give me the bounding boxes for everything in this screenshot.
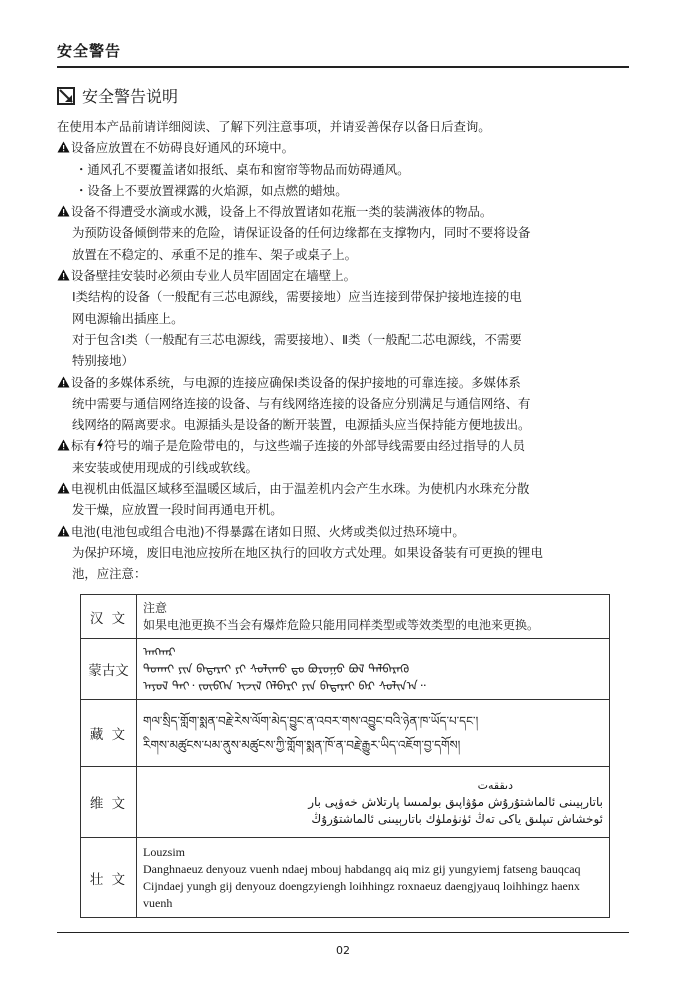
row-label: 汉 文 bbox=[81, 595, 137, 639]
section-heading bbox=[57, 84, 178, 107]
warning-item: 电视机由低温区域移至温暖区域后，由于温差机内会产生水珠。为使机内水珠充分散 bbox=[57, 478, 627, 499]
row-content: ᠠᠩᠬᠠᠷ ᠲᠤᠬᠠᠢ ᠶᠢᠨ ᠪᠠᠲᠠᠷᠠᠢ ᠶᠢ ᠰᠣᠯᠢᠬᠤ ᠳᠤ ᠪᠤᠷᠤᠭᠤ ᠪᠣᠯ ᠳᠡᠯᠪᠡᠷᠡᠬᠦ ᠠᠶᠤᠯ ᠲᠠᠢ᠂ ᠵᠦᠪᠬᠡᠨ ᠢᠵᠢᠯ ᠬᠡᠯᠪᠡᠷᠢ ᠶᠢᠨ ᠪᠠᠲᠠᠷᠠᠢ ᠪᠡᠷ ᠰᠣᠯᠢᠨ᠎ᠠ᠃ bbox=[137, 639, 610, 700]
continuation-text: 统中需要与通信网络连接的设备、与有线网络连接的设备应分别满足与通信网络、有 bbox=[72, 395, 531, 411]
table-row bbox=[81, 767, 610, 838]
row-content: གལ་སྲིད་གློག་སྨན་བརྗེ་རེས་ལོག་མེད་བྱུང་ན་འབར་གས་འབྱུང་བའི་ཉེན་ཁ་ཡོད་པ་དང་། རིགས་མཚུངས་པམ་ནུས་མཚུངས་ཀྱི་གློག་སྨན་ཁོ་ན་བརྗེ་རྒྱུར་ཡིད་འཇོག་བྱ་དགོས། bbox=[137, 700, 610, 767]
row-label: 维 文 bbox=[81, 767, 137, 838]
warning-triangle-icon bbox=[57, 141, 70, 153]
continuation-text: 来安装或使用现成的引线或软线。 bbox=[72, 459, 258, 475]
section-title: 安全警告说明 bbox=[82, 87, 179, 106]
continuation-text: Ⅰ类结构的设备（一般配有三芯电源线，需要接地）应当连接到带保护接地连接的电 bbox=[72, 289, 522, 305]
lightning-bolt-icon bbox=[96, 439, 104, 451]
warning-triangle-icon bbox=[57, 269, 70, 281]
warning-body bbox=[57, 116, 627, 585]
warning-item: 设备应放置在不妨碍良好通风的环境中。 bbox=[57, 137, 627, 158]
continuation-text: 线网络的隔离要求。电源插头是设备的断开装置，电源插头应当保持能方便地拔出。 bbox=[72, 417, 531, 433]
continuation-text: 特别接地） bbox=[72, 353, 134, 369]
continuation-text: 对于包含Ⅰ类（一般配有三芯电源线，需要接地）、Ⅱ类（一般配二芯电源线，不需要 bbox=[72, 331, 522, 347]
row-label: 藏 文 bbox=[81, 700, 137, 767]
warning-item: 电池(电池包或组合电池)不得暴露在诸如日照、火烤或类似过热环境中。 bbox=[57, 521, 627, 542]
continuation-text: 为预防设备倾倒带来的危险，请保证设备的任何边缘都在支撑物内，同时不要将设备 bbox=[72, 225, 531, 241]
header-divider bbox=[57, 66, 629, 68]
note-corner-icon bbox=[57, 87, 75, 105]
page-number: 02 bbox=[336, 944, 350, 957]
row-label: 壮 文 bbox=[81, 838, 137, 918]
bullet-item: ・通风孔不要覆盖诸如报纸、桌布和窗帘等物品而妨碍通风。 bbox=[75, 161, 410, 177]
footer-divider bbox=[57, 932, 629, 933]
warning-item: 设备壁挂安装时必须由专业人员牢固固定在墙壁上。 bbox=[57, 265, 627, 286]
warning-item: 设备的多媒体系统，与电源的连接应确保Ⅰ类设备的保护接地的可靠连接。多媒体系 bbox=[57, 372, 627, 393]
row-content: Louzsim Danghnaeuz denyouz vuenh ndaej mbouj habdangq aiq miz gij yungyiemj fatseng bauqcaq Cijndaej yungh gij denyouz doengzyiengh loihhingz roxnaeuz daengjyauq loihhingz haenx vuenh bbox=[137, 838, 610, 918]
warning-triangle-icon bbox=[57, 376, 70, 388]
warning-triangle-icon bbox=[57, 439, 70, 451]
bullet-item: ・设备上不要放置裸露的火焰源，如点燃的蜡烛。 bbox=[75, 182, 348, 198]
continuation-text: 为保护环境，废旧电池应按所在地区执行的回收方式处理。如果设备装有可更换的锂电 bbox=[72, 544, 543, 560]
header-title: 安全警告 bbox=[57, 42, 122, 60]
table-row bbox=[81, 639, 610, 700]
warning-triangle-icon bbox=[57, 482, 70, 494]
continuation-text: 池，应注意： bbox=[72, 566, 147, 582]
row-content: 注意 如果电池更换不当会有爆炸危险只能用同样类型或等效类型的电池来更换。 bbox=[137, 595, 610, 639]
warning-triangle-icon bbox=[57, 525, 70, 537]
intro-text: 在使用本产品前请详细阅读、了解下列注意事项，并请妥善保存以备日后查询。 bbox=[57, 119, 491, 134]
table-row bbox=[81, 838, 610, 918]
table-row bbox=[81, 595, 610, 639]
row-content: دىققەت باتارېيىنى ئالماشتۇرۇش مۇۋاپىق بولمىسا پارتلاش خەۋپى بار ئوخشاش تىپلىق ياكى تەڭ ئۈنۈملۈك باتارېيىنى ئالماشتۇرۇڭ bbox=[137, 767, 610, 838]
continuation-text: 放置在不稳定的、承重不足的推车、架子或桌子上。 bbox=[72, 246, 357, 262]
continuation-text: 网电源输出插座上。 bbox=[72, 310, 184, 326]
warning-item: 设备不得遭受水滴或水溅，设备上不得放置诸如花瓶一类的装满液体的物品。 bbox=[57, 201, 627, 222]
table-row bbox=[81, 700, 610, 767]
warning-item: 标有 符号的端子是危险带电的，与这些端子连接的外部导线需要由经过指导的人员 bbox=[57, 435, 627, 456]
continuation-text: 发干燥，应放置一段时间再通电开机。 bbox=[72, 502, 283, 518]
battery-warning-table bbox=[80, 594, 610, 918]
row-label: 蒙古文 bbox=[81, 639, 137, 700]
warning-triangle-icon bbox=[57, 205, 70, 217]
